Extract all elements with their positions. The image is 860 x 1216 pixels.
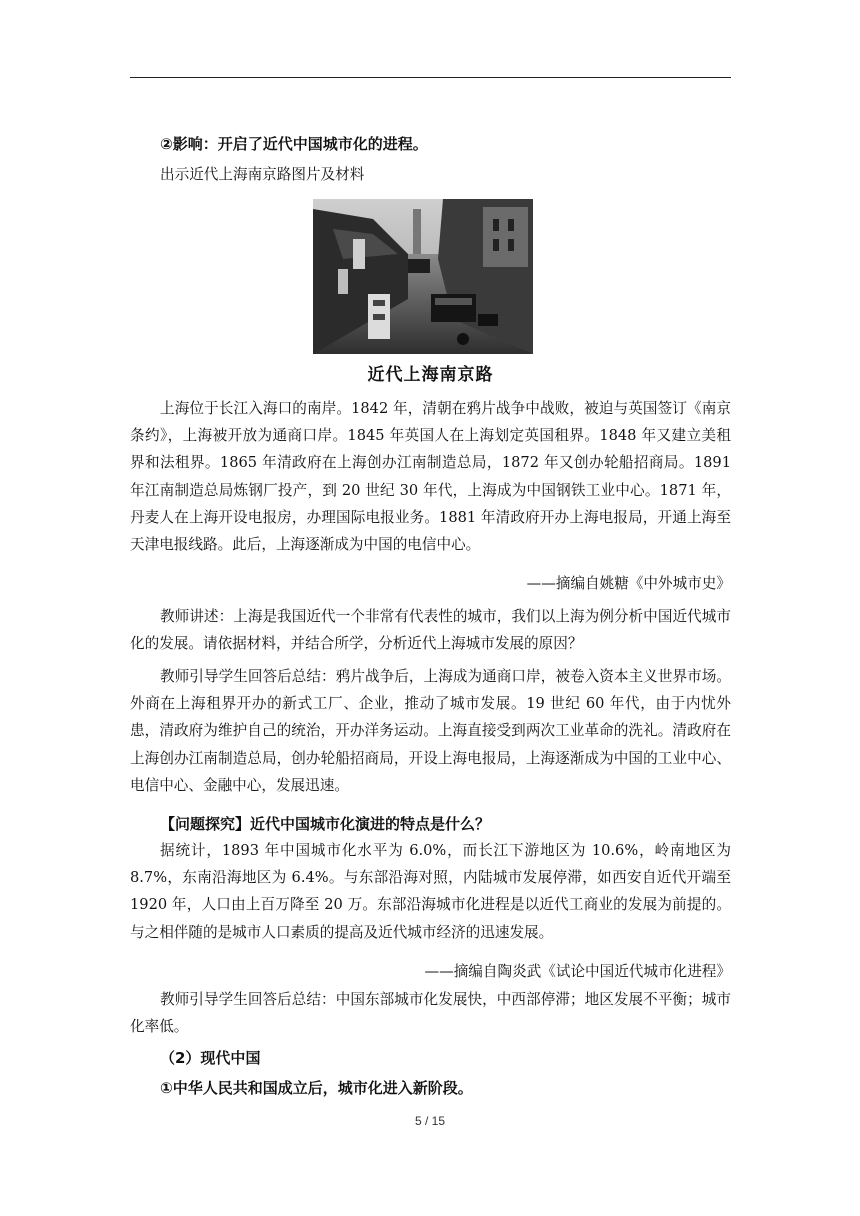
page-number: 5 / 15 xyxy=(414,1114,446,1128)
summary-2: 教师引导学生回答后总结：中国东部城市化发展快，中西部停滞；地区发展不平衡；城市化率低。 xyxy=(130,991,731,1036)
nanjing-road-photo xyxy=(313,199,533,354)
show-caption: 出示近代上海南京路图片及材料 xyxy=(160,166,365,183)
teacher-talk: 教师讲述：上海是我国近代一个非常有代表性的城市，我们以上海为例分析中国近代城市化的发展。请依据材料，并结合所学，分析近代上海城市发展的原因？ xyxy=(130,608,731,653)
point-1: ①中华人民共和国成立后，城市化进入新阶段。 xyxy=(160,1079,473,1097)
material-2-text: 据统计，1893 年中国城市化水平为 6.0%，而长江下游地区为 10.6%，岭南地区为 8.7%，东南沿海地区为 6.4%。与东部沿海对照，内陆城市发展停滞，如西安自近代开端至 1920 年，人口由上百万降至 20 万。东部沿海城市化进程是以近代工商业的发展为前提的。与之相伴随的是城市人口素质的提高及近代城市经济的迅速发展。 xyxy=(130,842,731,941)
summary-1: 教师引导学生回答后总结：鸦片战争后，上海成为通商口岸，被卷入资本主义世界市场。外商在上海租界开办的新式工厂、企业，推动了城市发展。19 世纪 60 年代，由于内忧外患，清政府为维护自己的统治，开办洋务运动。上海直接受到两次工业革命的洗礼。清政府在上海创办江南制造总局，创办轮船招商局，开设上海电报局，上海逐渐成为中国的工业中心、电信中心、金融中心，发展迅速。 xyxy=(130,668,731,794)
section-modern: （2）现代中国 xyxy=(160,1049,261,1067)
photo-caption: 近代上海南京路 xyxy=(367,365,494,385)
material-1-text: 上海位于长江入海口的南岸。1842 年，清朝在鸦片战争中战败，被迫与英国签订《南京条约》，上海被开放为通商口岸。1845 年英国人在上海划定英国租界。1848 年又建立美租界和法租界。1865 年清政府在上海创办江南制造总局，1872 年又创办轮船招商局。1891 年江南制造总局炼钢厂投产，到 20 世纪 30 年代，上海成为中国钢铁工业中心。1871 年，丹麦人在上海开设电报房，办理国际电报业务。1881 年清政府开办上海电报局，开通上海至天津电报线路。此后，上海逐渐成为中国的电信中心。 xyxy=(130,400,731,554)
inquiry-heading: 【问题探究】近代中国城市化演进的特点是什么？ xyxy=(160,815,491,833)
material-2-source: ——摘编自陶炎武《试论中国近代城市化进程》 xyxy=(424,963,731,980)
header-rule xyxy=(130,77,731,78)
impact-heading: ②影响：开启了近代中国城市化的进程。 xyxy=(160,135,428,153)
material-1-source: ——摘编自姚糖《中外城市史》 xyxy=(526,575,731,592)
